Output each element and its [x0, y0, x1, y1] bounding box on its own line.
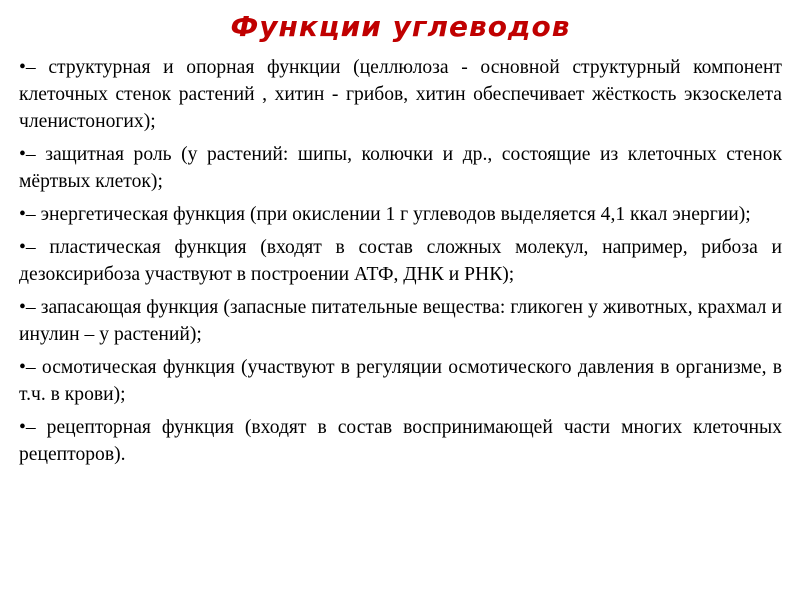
list-item-text: – энергетическая функция (при окислении 1 г углеводов выделяется 4,1 ккал энергии);: [25, 204, 751, 225]
bullet-icon: •: [19, 297, 26, 318]
bullet-icon: •: [19, 417, 26, 438]
bullet-icon: •: [19, 57, 26, 78]
list-item-text: – осмотическая функция (участвуют в регуляции осмотического давления в организме, в т.ч. в крови);: [19, 357, 782, 405]
list-item-structural: [19, 54, 782, 135]
bullet-icon: •: [19, 237, 26, 258]
bullet-icon: •: [19, 357, 26, 378]
list-item-text: – пластическая функция (входят в состав сложных молекул, например, рибоза и дезоксирибоза участвуют в построении АТФ, ДНК и РНК);: [19, 237, 782, 285]
list-item-storage: [19, 294, 782, 348]
list-item-protective: [19, 141, 782, 195]
list-item-plastic: [19, 234, 782, 288]
list-item-text: – защитная роль (у растений: шипы, колючки и др., состоящие из клеточных стенок мёртвых клеток);: [19, 144, 782, 192]
list-item-energy: [19, 201, 782, 228]
slide-title: Функции углеводов: [230, 10, 571, 43]
list-item-receptor: [19, 414, 782, 468]
list-item-text: – структурная и опорная функции (целлюлоза - основной структурный компонент клеточных стенок растений , хитин - грибов, хитин обеспечивает жёсткость экзоскелета членистоногих);: [19, 57, 782, 132]
bullet-list: [19, 54, 782, 468]
list-item-osmotic: [19, 354, 782, 408]
bullet-icon: •: [19, 204, 26, 225]
list-item-text: – рецепторная функция (входят в состав воспринимающей части многих клеточных рецепторов).: [19, 417, 782, 465]
bullet-icon: •: [19, 144, 26, 165]
list-item-text: – запасающая функция (запасные питательные вещества: гликоген у животных, крахмал и инулин – у растений);: [19, 297, 782, 345]
